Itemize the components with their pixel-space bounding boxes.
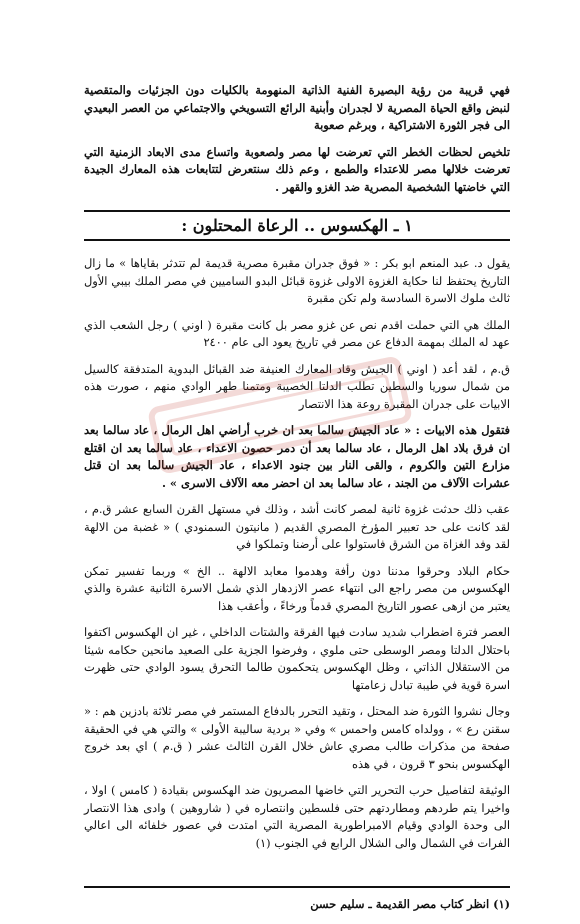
body-paragraph-5: عقب ذلك حدثت غزوة ثانية لمصر كانت أشد ، وذلك في مستهل القرن السابع عشر ق.م ، لقد كانت على حد تعبير المؤرخ المصري القديم ( مانيتون السمنودي ) « غضبة من الالهة لقد وفد الغزاة من الشرق فاستولوا على أرضنا وتملكوا في bbox=[84, 502, 510, 551]
body-paragraph-4-quote: فتقول هذه الابيات : « عاد الجيش سالما بعد ان خرب أراضي اهل الرمال ، عاد سالما بعد ان فرق بلاد اهل الرمال ، عاد سالما بعد أن دمر حصون الاعداء ، عاد سالما بعد ان اقتلع مزارع التين والكروم ، والقى النار بين جنود الاعداء ، عاد الجيش سالما بعد ان قتل عشرات الآلاف من الجند ، عاد سالما بعد ان احضر معه الآلاف الاسرى » . bbox=[84, 423, 510, 490]
intro-paragraph-1: فهي قريبة من رؤية البصيرة الفنية الذاتية المنهومة بالكليات دون الجزئيات والمتقصية لنبض واقع الحياة المصرية لا لجدران وأبنية الرائع التسويخي والاجتماعي من العصر البعيدي الى فجر الثورة الاشتراكية ، وبرغم صعوبة bbox=[84, 83, 510, 132]
body-paragraph-8: وجال نشروا الثورة ضد المحتل ، وتقيد التحرر بالدفاع المستمر في مصر ثلاثة بادزين هم : « سقنن رع » ، وولداه كامس واحمس » وفي « بردية ساليبة الأولى » والتي هي في الحقيقة صفحة من مذكرات طالب مصري عاش خلال القرن الثالث عشر ( ق.م ) اي بعد خروج الهكسوس بنحو ٣ قرون ، في هذه bbox=[84, 704, 510, 771]
footnote-divider bbox=[84, 886, 510, 888]
section-heading: ١ ـ الهكسوس .. الرعاة المحتلون : bbox=[84, 210, 510, 241]
body-paragraph-2: الملك هي التي حملت اقدم نص عن غزو مصر بل كانت مقبرة ( اوني ) رجل الشعب الذي عهد له الملك بمهمة الدفاع عن مصر في تاريخ يعود الى عام ٢٤٠٠ bbox=[84, 317, 510, 349]
body-paragraph-6: حكام البلاد وحرقوا مدننا دون رأفة وهدموا معابد الالهة .. الخ » وربما تفسير تمكن الهكسوس من مصر راجع الى انتهاء عصر الازدهار الذي شمل الاسرة الثانية عشرة والذي يعتبر من ازهى عصور التاريخ المصري قدماً ورخاءً ، وأعقب هذا bbox=[84, 563, 510, 613]
body-paragraph-1: يقول د. عبد المنعم ابو بكر : « فوق جدران مقبرة مصرية قديمة لم تتدثر بقاياها » ما زال التاريخ يحتفظ لنا حكاية الغزوة الاولى غزوة قبائل البدو الساميين في مصر الملك بيبي الأول ثالث ملوك الاسرة السادسة ولم تكن مقبرة bbox=[84, 256, 510, 305]
intro-paragraph-2: تلخيص لحظات الخطر التي تعرضت لها مصر ولصعوبة واتساع مدى الابعاد الزمنية التي تعرضت خلالها مصر للاعتداء والطمع ، وعم ذلك سنتعرض لتتابعات هذه المعارك الجيدة التي خاضتها الشخصية المصرية ضد الغزو والقهر . bbox=[84, 144, 510, 194]
body-paragraph-3: ق.م ، لقد أعد ( اوني ) الجيش وقاد المعارك العنيفة ضد القبائل البدوية المتدفقة كالسيل من شمال سوريا والسطين تطلب الدلتا الخصيبة ومتمنا طهر الوادي منهم ، صورت هذه الابيات على جدران المقبرة روعة هذا الانتصار bbox=[84, 361, 510, 411]
footnote: (١) انظر كتاب مصر القديمة ـ سليم حسن bbox=[310, 897, 510, 911]
body-paragraph-7: العصر فترة اضطراب شديد سادت فيها الفرقة والشتات الداخلي ، غير ان الهكسوس اكتفوا باحتلال الدلتا ومصر الوسطى حتى ملوي ، وفرضوا الجزية على الصعيد مانحين حكامه شيئا من الاستقلال الذاتي ، وظل الهكسوس يتحكمون طالما التحرق يسود الوادي حتى ظهرت اسرة قوية في طيبة تبادل زعامتها bbox=[84, 625, 510, 692]
body-paragraph-9: الوثيقة لتفاصيل حرب التحرير التي خاضها المصريون ضد الهكسوس بقيادة ( كامس ) اولا ، واخيرا يتم طردهم ومطاردتهم حتى فلسطين وانتصاره في ( شاروهين ) وادى هذا الانتصار الى وحدة الوادي وقيام الامبراطورية المصرية التي امتدت في عصور خلفائه الى اعالي الفرات في الشمال والى الشلال الرابع في الجنوب (١) bbox=[84, 783, 510, 850]
